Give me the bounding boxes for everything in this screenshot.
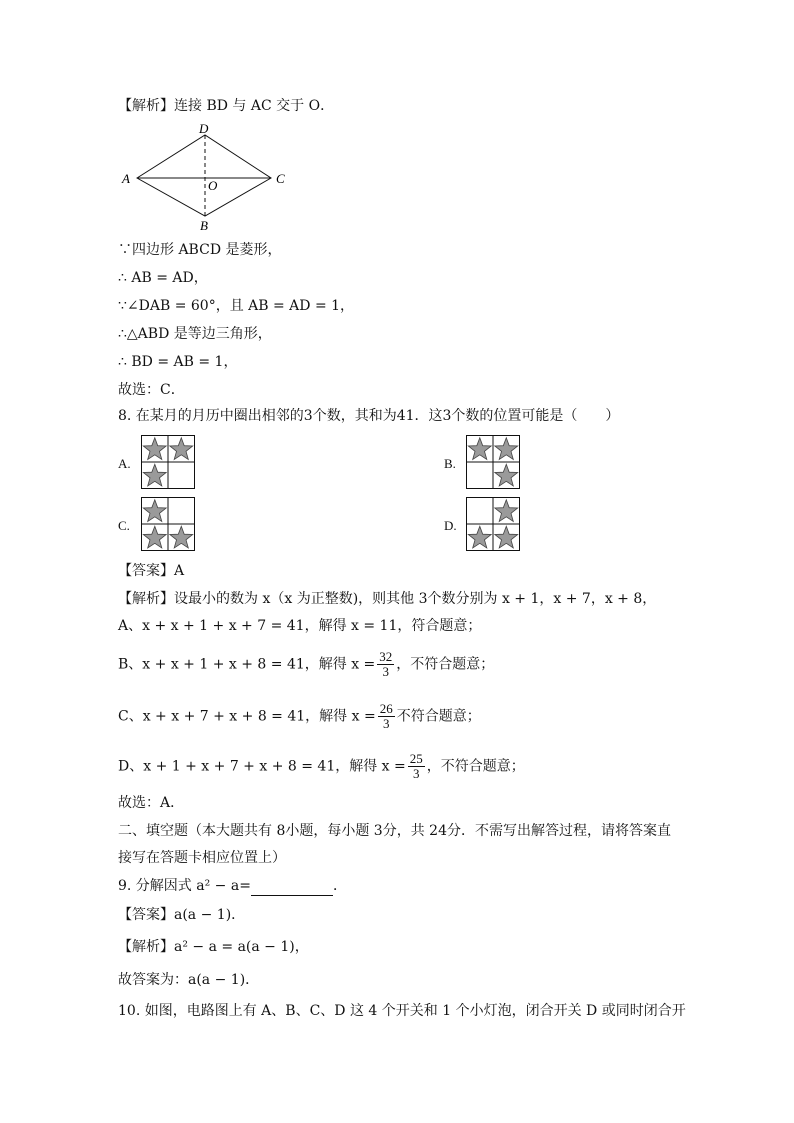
fraction-numerator: 25 — [409, 751, 423, 766]
fraction-numerator: 26 — [379, 701, 393, 716]
section2-heading-line1: 二、填空题（本大题共有 8小题，每小题 3分，共 24分．不需写出解答过程，请将答案直 — [118, 823, 671, 839]
label-d: D — [199, 121, 209, 136]
case-c-prefix: C、x + x + 7 + x + 8 = 41，解得 x = — [118, 708, 376, 725]
q10-question: 10. 如图，电路图上有 A、B、C、D 这 4 个开关和 1 个小灯泡，闭合开关 D 或同时闭合开 — [118, 1003, 686, 1019]
rhombus-outline — [137, 135, 271, 216]
q8-conclusion: 故选：A． — [118, 795, 185, 811]
q9-question-end: ． — [332, 878, 347, 894]
q9-question-text: 9. 分解因式 a² − a= — [118, 878, 251, 894]
q8-answer: 【答案】A — [118, 563, 185, 579]
case-b-suffix: ，不符合题意； — [396, 656, 495, 673]
step-5: ∴ BD = AB = 1， — [118, 354, 238, 370]
fraction-denominator: 3 — [382, 716, 390, 731]
step-3: ∵∠DAB = 60°，且 AB = AD = 1， — [118, 298, 355, 314]
option-d-grid — [466, 497, 520, 551]
q8-case-b — [118, 650, 494, 679]
fraction-32-3 — [377, 650, 394, 679]
case-d-prefix: D、x + 1 + x + 7 + x + 8 = 41，解得 x = — [118, 758, 406, 775]
q9-analysis: 【解析】a² − a = a(a − 1)， — [118, 939, 309, 955]
case-d-suffix: ，不符合题意； — [426, 758, 525, 775]
q9-final: 故答案为：a(a − 1)． — [118, 972, 260, 988]
fraction-numerator: 32 — [379, 649, 393, 664]
q9-question — [118, 876, 347, 896]
option-c-label: C. — [118, 518, 130, 533]
answer-blank — [251, 881, 333, 896]
label-o: O — [208, 178, 218, 193]
q8-case-d — [118, 752, 525, 781]
option-b-grid — [466, 435, 520, 489]
label-a: A — [122, 171, 130, 186]
label-b: B — [200, 218, 208, 233]
grid-cell — [168, 498, 195, 525]
q8-case-c — [118, 702, 481, 731]
rhombus-diagram — [118, 120, 298, 235]
fraction-25-3 — [408, 752, 425, 781]
option-d-label: D. — [444, 518, 457, 533]
q8-case-a: A、x + x + 1 + x + 7 = 41，解得 x = 11，符合题意； — [118, 618, 482, 634]
label-c: C — [276, 171, 285, 186]
q8-analysis-intro: 【解析】设最小的数为 x（x 为正整数)，则其他 3个数分别为 x + 1，x + 7，x + 8， — [118, 591, 657, 607]
option-b-label: B. — [444, 456, 456, 471]
step-1: ∵四边形 ABCD 是菱形， — [118, 242, 282, 258]
q8-question: 8. 在某月的月历中圈出相邻的3个数，其和为41．这3个数的位置可能是（ ） — [118, 408, 620, 424]
grid-cell — [168, 462, 195, 489]
grid-cell — [467, 462, 494, 489]
option-a-grid — [141, 435, 195, 489]
option-a-label: A. — [118, 456, 131, 471]
fraction-denominator: 3 — [382, 664, 390, 679]
analysis-intro: 【解析】连接 BD 与 AC 交于 O． — [118, 98, 335, 114]
q9-answer: 【答案】a(a − 1)． — [118, 907, 246, 923]
step-6: 故选：C． — [118, 382, 185, 398]
step-4: ∴△ABD 是等边三角形， — [118, 326, 272, 342]
step-2: ∴ AB = AD， — [118, 270, 208, 286]
section2-heading-line2: 接写在答题卡相应位置上） — [118, 850, 286, 866]
grid-cell — [467, 498, 494, 525]
option-c-grid — [141, 497, 195, 551]
fraction-denominator: 3 — [413, 766, 420, 781]
case-c-suffix: 不符合题意； — [396, 708, 481, 725]
fraction-26-3 — [378, 702, 395, 731]
case-b-prefix: B、x + x + 1 + x + 8 = 41，解得 x = — [118, 656, 376, 673]
